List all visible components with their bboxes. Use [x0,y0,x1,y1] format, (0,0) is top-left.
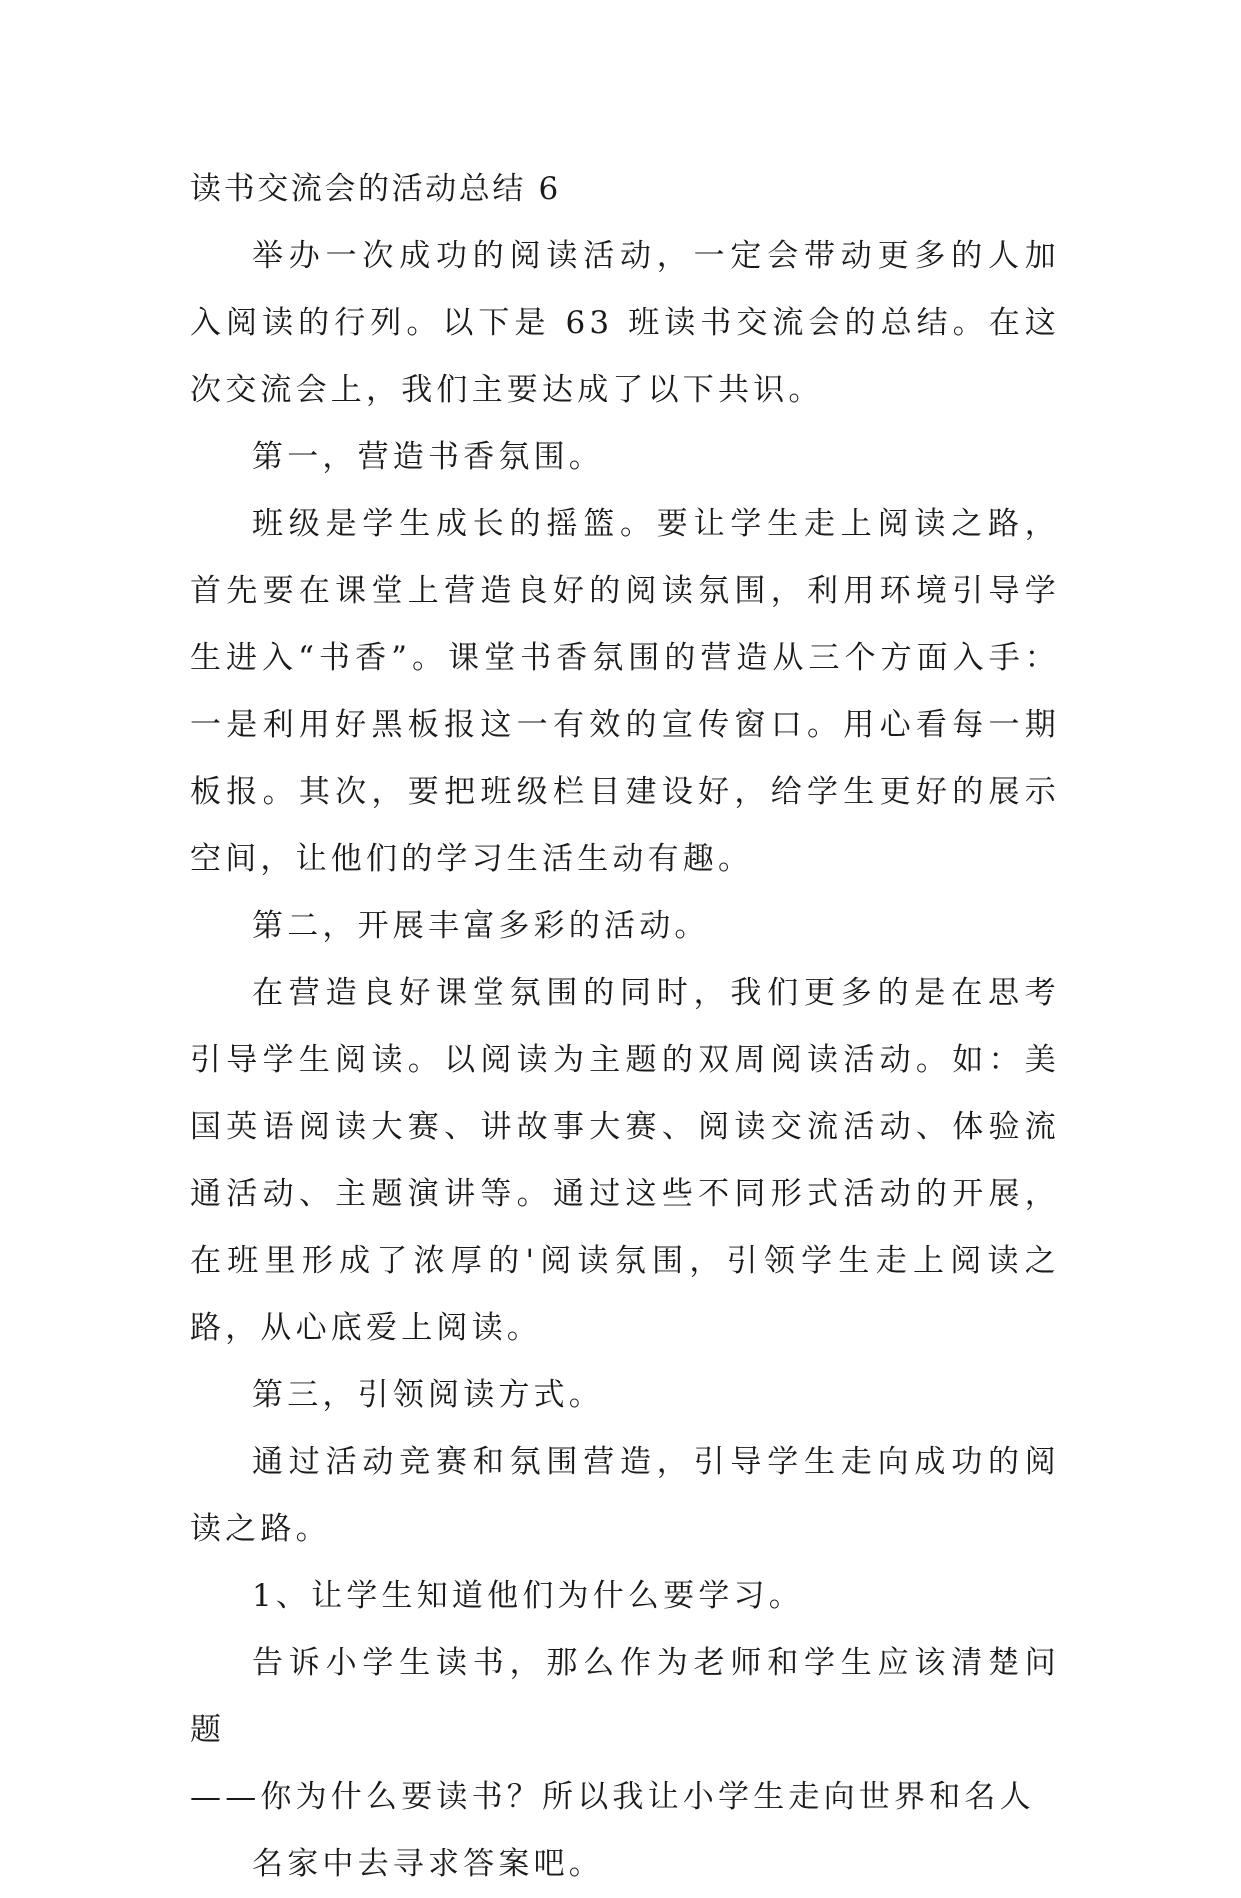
paragraph-last-line [190,1831,1060,1898]
dash-line-text: ——你为什么要读书？所以我让小学生走向世界和名人 [190,1779,1035,1815]
paragraph-dash-line [190,1764,1060,1831]
heading-point-two: 第二，开展丰富多彩的活动。 [252,908,710,944]
heading-point-three: 第三，引领阅读方式。 [252,1377,604,1413]
paragraph-point-one: 班级是学生成长的摇篮。要让学生走上阅读之路，首先要在课堂上营造良好的阅读氛围，利用环境引导学生进入“书香”。课堂书香氛围的营造从三个方面入手：一是利用好黑板报这一有效的宣传窗口。用心看每一期板报。其次，要把班级栏目建设好，给学生更好的展示空间，让他们的学习生活生动有趣。 [190,506,1060,877]
paragraph-point-three: 通过活动竞赛和氛围营造，引导学生走向成功的阅读之路。 [190,1444,1060,1547]
last-line-text: 名家中去寻求答案吧。 [252,1846,604,1882]
list-item-one: 1、让学生知道他们为什么要学习。 [252,1578,804,1614]
document-body [190,156,1060,1898]
document-title: 读书交流会的活动总结 6 [190,171,561,207]
paragraph-question: 告诉小学生读书，那么作为老师和学生应该清楚问题 [190,1645,1060,1748]
paragraph-intro: 举办一次成功的阅读活动，一定会带动更多的人加入阅读的行列。以下是 63 班读书交流会的总结。在这次交流会上，我们主要达成了以下共识。 [190,238,1060,408]
paragraph-point-two: 在营造良好课堂氛围的同时，我们更多的是在思考引导学生阅读。以阅读为主题的双周阅读活动。如：美国英语阅读大赛、讲故事大赛、阅读交流活动、体验流通活动、主题演讲等。通过这些不同形式活动的开展，在班里形成了浓厚的'阅读氛围，引领学生走上阅读之路，从心底爱上阅读。 [190,975,1060,1346]
heading-point-one: 第一，营造书香氛围。 [252,439,604,475]
